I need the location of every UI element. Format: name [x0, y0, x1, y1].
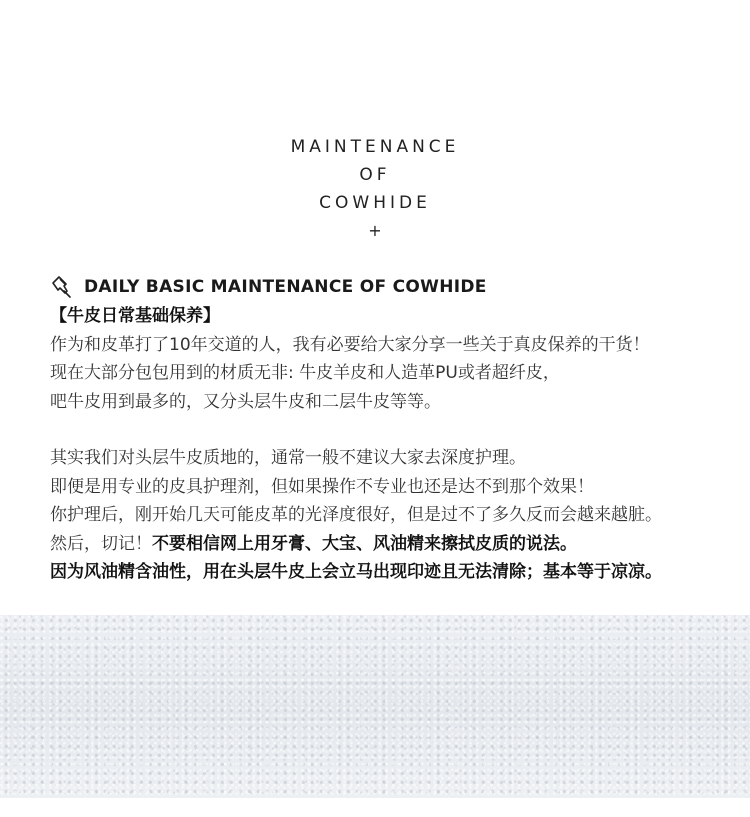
- spacer: [50, 416, 740, 444]
- final-warning: 因为风油精含油性，用在头层牛皮上会立马出现印迹且无法清除；基本等于凉凉。: [50, 562, 662, 582]
- paragraph-line: 其实我们对头层牛皮质地的，通常一般不建议大家去深度护理。: [50, 448, 526, 468]
- warning-prefix: 然后，切记！: [50, 533, 152, 554]
- leather-texture-image: [0, 615, 750, 798]
- heading-line-cowhide: COWHIDE: [319, 193, 431, 213]
- paragraph-line: 作为和皮革打了10年交道的人，我有必要给大家分享一些关于真皮保养的干货！: [50, 334, 650, 355]
- paragraph-line: 现在大部分包包用到的材质无非: 牛皮羊皮和人造革PU或者超纤皮，: [50, 363, 560, 383]
- section-title-row: [50, 274, 740, 300]
- heading-line-maintenance: MAINTENANCE: [290, 137, 460, 157]
- heading-block: [0, 133, 750, 245]
- pushpin-icon: [50, 274, 76, 300]
- paragraph-1: [50, 331, 740, 417]
- paragraph-2: [50, 444, 740, 587]
- paragraph-line: 吧牛皮用到最多的，又分头层牛皮和二层牛皮等等。: [50, 391, 441, 412]
- warning-bold-text: 不要相信网上用牙膏、大宝、风油精来擦拭皮质的说法。: [152, 533, 577, 554]
- paragraph-line: 即便是用专业的皮具护理剂，但如果操作不专业也还是达不到那个效果！: [50, 476, 594, 497]
- heading-line-of: OF: [359, 165, 391, 185]
- plus-icon: +: [368, 221, 382, 240]
- warning-line: [50, 530, 740, 559]
- care-section: [50, 274, 740, 587]
- paragraph-line: 你护理后，刚开始几天可能皮革的光泽度很好，但是过不了多久反而会越来越脏。: [50, 505, 662, 525]
- section-title: DAILY BASIC MAINTENANCE OF COWHIDE: [84, 277, 487, 297]
- section-subtitle: 【牛皮日常基础保养】: [50, 306, 220, 326]
